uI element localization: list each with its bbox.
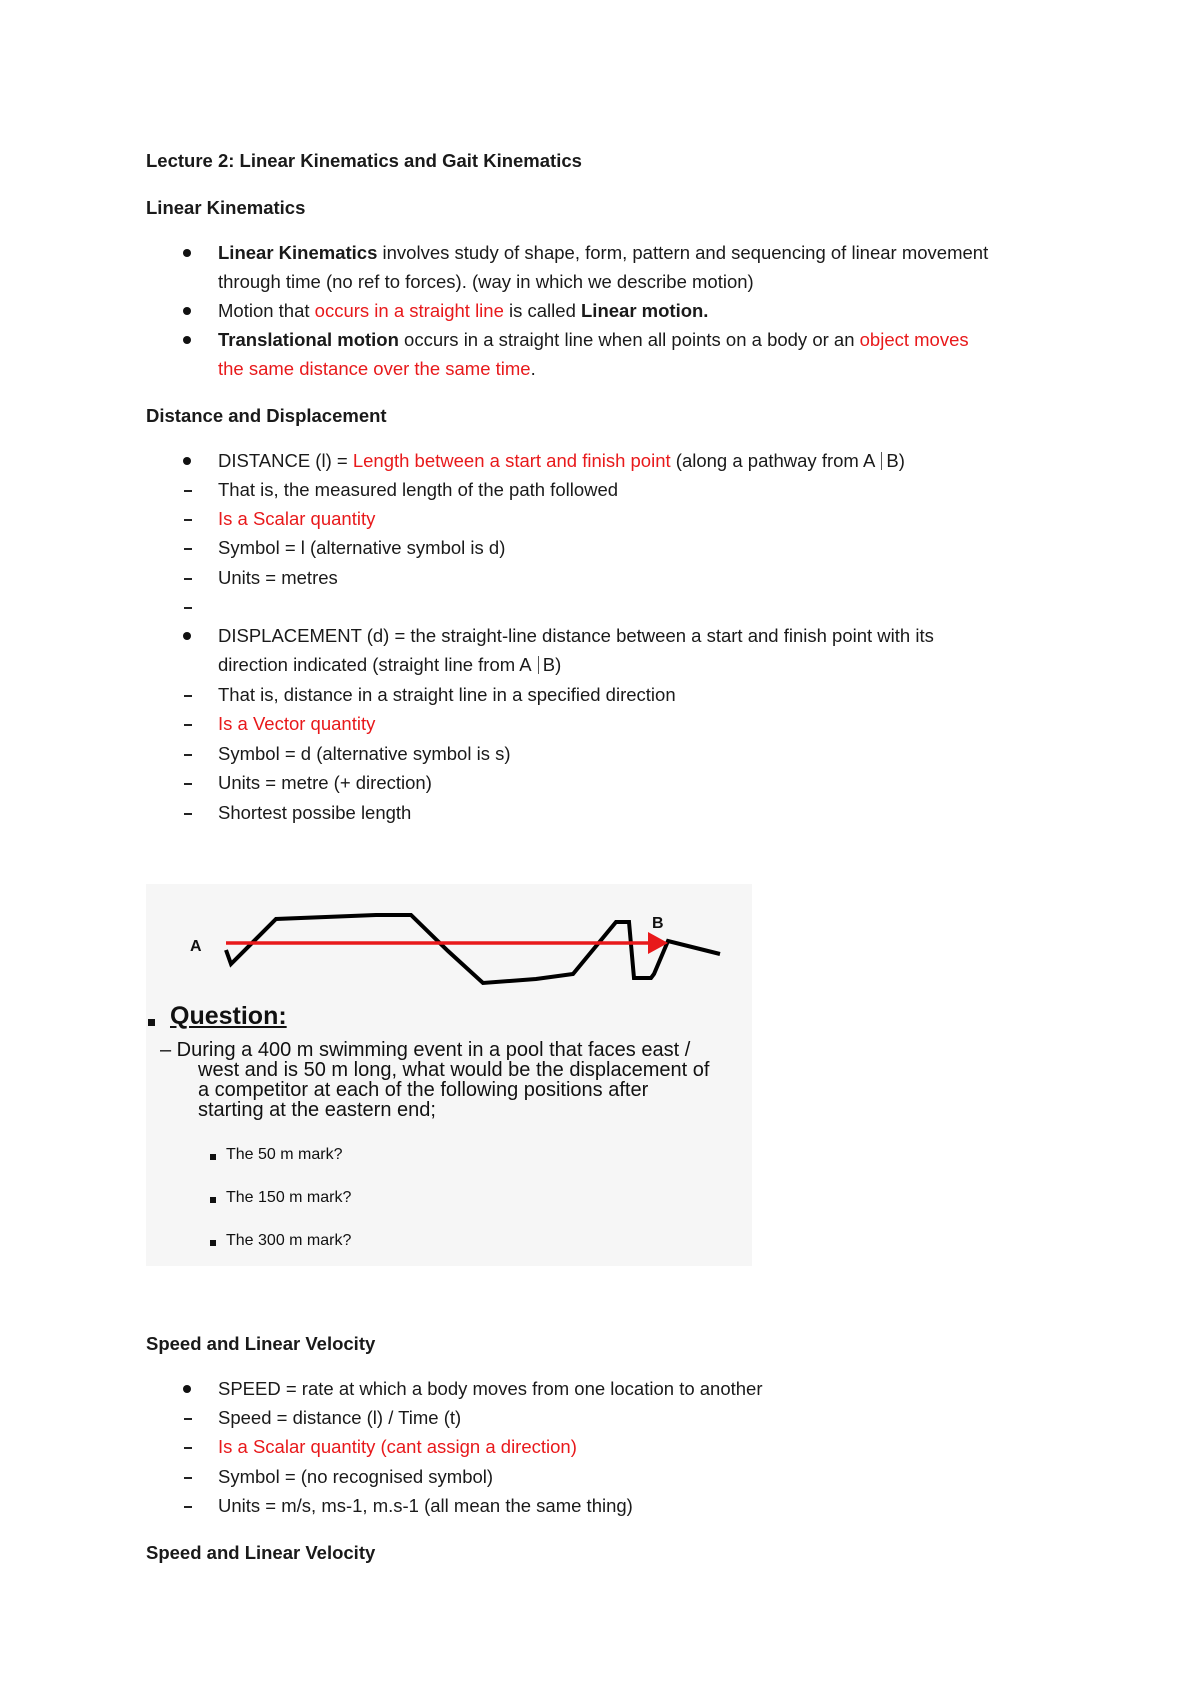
list-item: Symbol = l (alternative symbol is d) <box>218 537 506 558</box>
square-bullet-icon <box>210 1154 216 1160</box>
label-a: A <box>190 938 202 955</box>
list-item: Is a Vector quantity <box>218 713 376 734</box>
label-b: B <box>652 915 664 932</box>
list-item: Units = metre (+ direction) <box>218 772 432 793</box>
arrow-symbol-icon <box>881 452 884 470</box>
question-line: west and is 50 m long, what would be the displacement of <box>198 1059 710 1081</box>
bullet-icon <box>183 249 191 257</box>
question-line: starting at the eastern end; <box>198 1099 436 1121</box>
bullet-icon <box>183 307 191 315</box>
question-option: The 150 m mark? <box>226 1189 352 1206</box>
list-item-continued: the same distance over the same time. <box>218 358 536 379</box>
section-heading-speed-2: Speed and Linear Velocity <box>146 1542 376 1563</box>
list-item: Symbol = (no recognised symbol) <box>218 1466 494 1487</box>
displacement-figure <box>146 884 752 1266</box>
list-item: Units = metres <box>218 567 338 588</box>
dash-icon <box>184 1506 192 1508</box>
arrow-symbol-icon <box>538 656 541 674</box>
list-item-continued: direction indicated (straight line from A B) <box>218 654 562 675</box>
square-bullet-icon <box>210 1197 216 1203</box>
question-heading: Question: <box>170 1002 287 1030</box>
dash-icon <box>184 1447 192 1449</box>
list-item: That is, the measured length of the path followed <box>218 479 619 500</box>
list-item: Is a Scalar quantity <box>218 508 376 529</box>
section-heading-distance: Distance and Displacement <box>146 405 387 426</box>
question-option: The 50 m mark? <box>226 1146 343 1163</box>
list-item: Units = m/s, ms-1, m.s-1 (all mean the same thing) <box>218 1495 633 1516</box>
list-item: Speed = distance (l) / Time (t) <box>218 1407 462 1428</box>
dash-icon <box>184 813 192 815</box>
list-item: Shortest possibe length <box>218 802 412 823</box>
path-diagram <box>146 884 752 1004</box>
document-title: Lecture 2: Linear Kinematics and Gait Kinematics <box>146 150 582 171</box>
list-item: DISPLACEMENT (d) = the straight-line distance between a start and finish point with its <box>218 625 934 646</box>
section-heading-linear-kinematics: Linear Kinematics <box>146 197 306 218</box>
dash-icon <box>184 1477 192 1479</box>
dash-icon <box>184 519 192 521</box>
dash-icon <box>184 607 192 609</box>
bullet-icon <box>183 632 191 640</box>
question-line: – During a 400 m swimming event in a pool that faces east / <box>160 1039 691 1061</box>
dash-icon <box>184 724 192 726</box>
list-item: Is a Scalar quantity (cant assign a direction) <box>218 1436 577 1457</box>
list-item: DISTANCE (l) = Length between a start and finish point (along a pathway from A B) <box>218 450 905 471</box>
list-item: Symbol = d (alternative symbol is s) <box>218 743 511 764</box>
list-item: Linear Kinematics involves study of shape, form, pattern and sequencing of linear movement <box>218 242 989 263</box>
dash-icon <box>184 1418 192 1420</box>
list-item: Translational motion occurs in a straight line when all points on a body or an object moves <box>218 329 969 350</box>
square-bullet-icon <box>148 1019 155 1026</box>
dash-icon <box>184 578 192 580</box>
bullet-icon <box>183 1385 191 1393</box>
list-item: SPEED = rate at which a body moves from one location to another <box>218 1378 763 1399</box>
dash-icon <box>184 783 192 785</box>
question-option: The 300 m mark? <box>226 1232 352 1249</box>
bullet-icon <box>183 336 191 344</box>
section-heading-speed: Speed and Linear Velocity <box>146 1333 376 1354</box>
list-item: Motion that occurs in a straight line is called Linear motion. <box>218 300 709 321</box>
square-bullet-icon <box>210 1240 216 1246</box>
distance-path-line <box>226 915 720 983</box>
list-item: That is, distance in a straight line in a specified direction <box>218 684 676 705</box>
list-item-continued: through time (no ref to forces). (way in which we describe motion) <box>218 271 754 292</box>
dash-icon <box>184 548 192 550</box>
dash-icon <box>184 695 192 697</box>
dash-icon <box>184 490 192 492</box>
dash-icon <box>184 754 192 756</box>
question-line: a competitor at each of the following positions after <box>198 1079 649 1101</box>
bullet-icon <box>183 457 191 465</box>
